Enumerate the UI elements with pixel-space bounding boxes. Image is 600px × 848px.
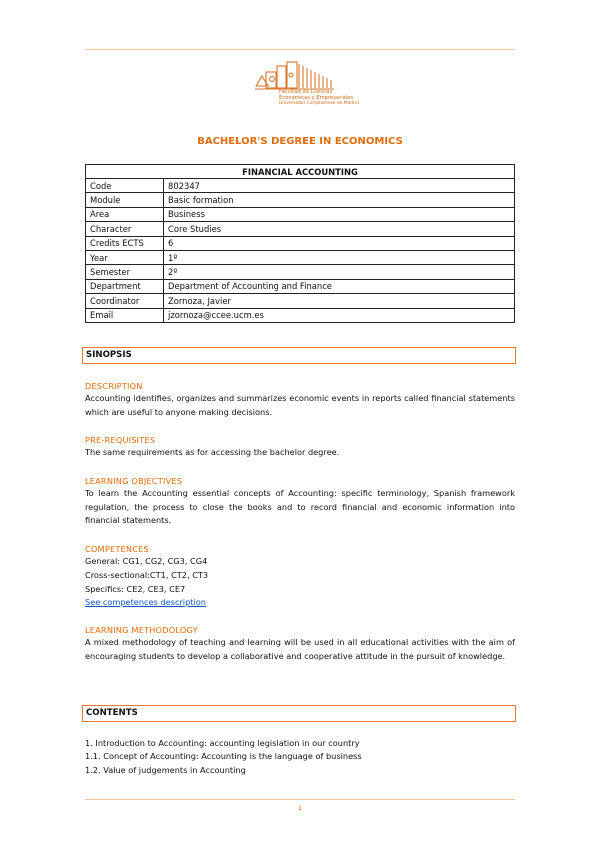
row-value: 6 xyxy=(164,236,515,250)
table-row xyxy=(86,222,515,236)
contents-item: 1.2. Value of judgements in Accounting xyxy=(85,765,246,775)
row-key: Code xyxy=(86,179,164,193)
row-value: Zornoza, Javier xyxy=(164,294,515,308)
row-key: Semester xyxy=(86,265,164,279)
course-info-table xyxy=(85,164,515,323)
contents-item: 1. Introduction to Accounting: accounting legislation in our country xyxy=(85,738,360,748)
table-row xyxy=(86,207,515,221)
contents-header: CONTENTS xyxy=(82,705,516,722)
faculty-logo xyxy=(252,58,348,116)
row-key: Email xyxy=(86,308,164,322)
table-row xyxy=(86,294,515,308)
row-key: Coordinator xyxy=(86,294,164,308)
row-value: 2º xyxy=(164,265,515,279)
competences-cross: Cross-sectional:CT1, CT2, CT3 xyxy=(85,570,209,580)
table-row xyxy=(86,250,515,264)
logo-line-1: Facultad de Ciencias xyxy=(279,89,333,95)
row-key: Department xyxy=(86,279,164,293)
footer-divider xyxy=(85,799,515,800)
logo-line-2: Económicas y Empresariales xyxy=(279,95,354,101)
row-value: Basic formation xyxy=(164,193,515,207)
table-row xyxy=(86,308,515,322)
methodology-text: A mixed methodology of teaching and learning will be used in all educational activities with the aim of encouraging students to develop a collaborative and cooperative attitude in the pursuit of knowledge. xyxy=(85,637,515,661)
prereq-heading: PRE-REQUISITES xyxy=(85,435,156,445)
row-key: Year xyxy=(86,250,164,264)
objectives-heading: LEARNING OBJECTIVES xyxy=(85,476,183,486)
contents-item: 1.1. Concept of Accounting: Accounting is the language of business xyxy=(85,751,362,761)
table-row xyxy=(86,265,515,279)
row-value: Business xyxy=(164,207,515,221)
table-row xyxy=(86,179,515,193)
row-value: Core Studies xyxy=(164,222,515,236)
row-key: Character xyxy=(86,222,164,236)
prereq-text: The same requirements as for accessing the bachelor degree. xyxy=(85,447,340,457)
table-row xyxy=(86,193,515,207)
logo-line-3: Universidad Complutense de Madrid xyxy=(279,101,359,106)
sinopsis-header: SINOPSIS xyxy=(82,347,516,364)
header-divider xyxy=(85,49,515,50)
objectives-text: To learn the Accounting essential concepts of Accounting: specific terminology, Spanish framework regulation, the process to close the books and to record financial and economic information into financial statements. xyxy=(85,488,515,526)
row-key: Module xyxy=(86,193,164,207)
competences-general: General: CG1, CG2, CG3, CG4 xyxy=(85,556,208,566)
table-row xyxy=(86,279,515,293)
description-text: Accounting identifies, organizes and summarizes economic events in reports called financial statements which are useful to anyone making decisions. xyxy=(85,393,515,417)
methodology-heading: LEARNING METHODOLOGY xyxy=(85,625,198,635)
competences-heading: COMPETENCES xyxy=(85,544,149,554)
description-heading: DESCRIPTION xyxy=(85,381,143,391)
row-key: Area xyxy=(86,207,164,221)
competences-specific: Specifics: CE2, CE3, CE7 xyxy=(85,584,186,594)
row-value: 802347 xyxy=(164,179,515,193)
row-value: Department of Accounting and Finance xyxy=(164,279,515,293)
row-value: 1º xyxy=(164,250,515,264)
table-row xyxy=(86,236,515,250)
logo-caption xyxy=(279,89,359,107)
page-number: 1 xyxy=(297,804,303,812)
degree-title: BACHELOR'S DEGREE IN ECONOMICS xyxy=(197,136,403,147)
course-title: FINANCIAL ACCOUNTING xyxy=(86,165,515,179)
email-value[interactable]: jzornoza@ccee.ucm.es xyxy=(164,308,515,322)
row-key: Credits ECTS xyxy=(86,236,164,250)
competences-link[interactable]: See competences description xyxy=(85,597,206,607)
